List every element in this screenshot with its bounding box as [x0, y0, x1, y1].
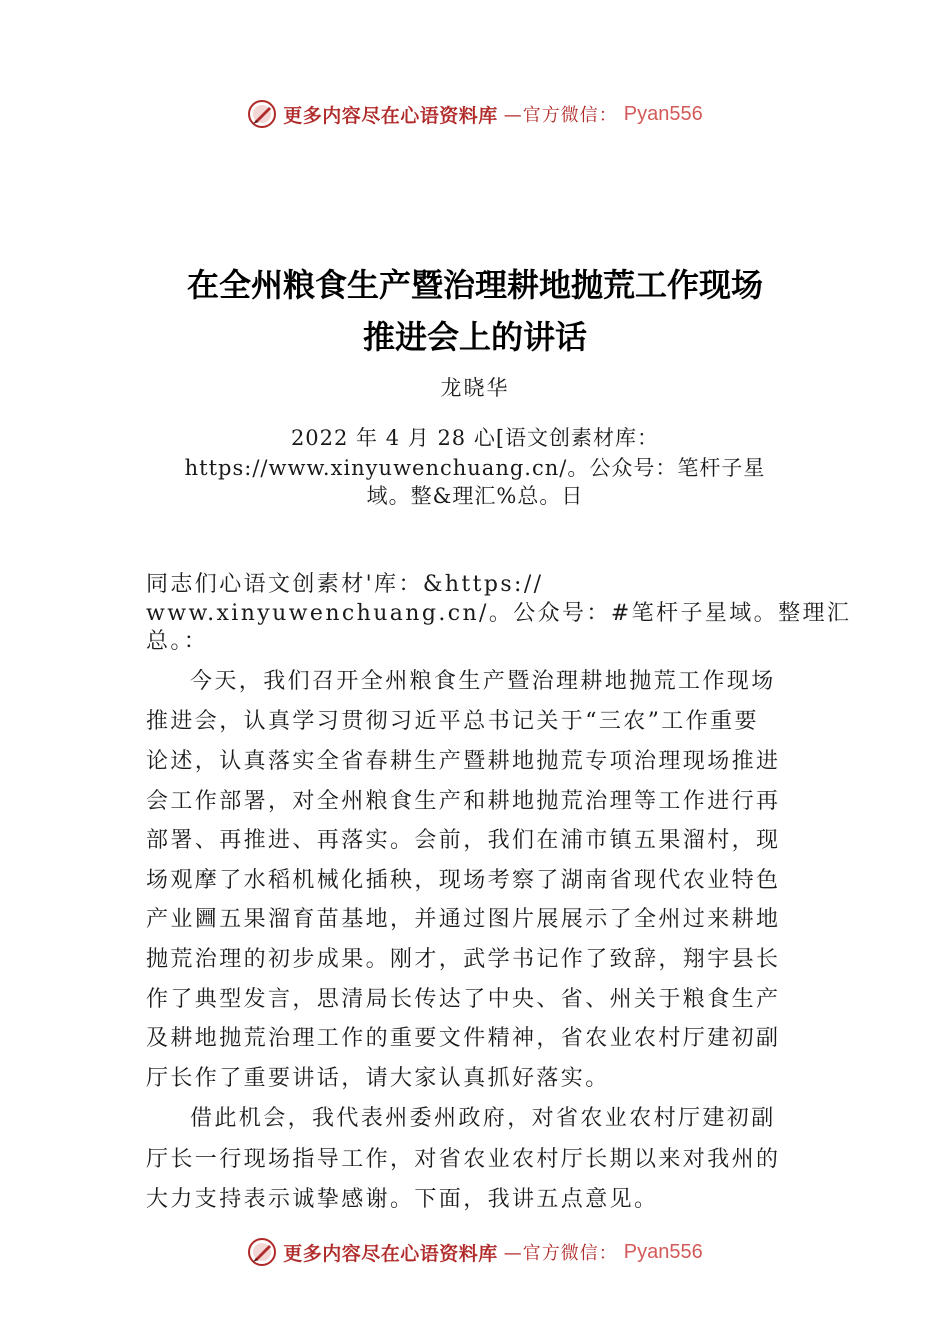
paragraph-line: 论述，认真落实全省春耕生产暨耕地抛荒专项治理现场推进 [146, 749, 781, 774]
dateline-line: https://www.xinyuwenchuang.cn/。公众号：笔杆子星 [184, 456, 766, 480]
salutation-line: www.xinyuwenchuang.cn/。公众号：#笔杆子星域。整理汇 [146, 601, 852, 626]
banner-text: 更多内容尽在心语资料库 [283, 1242, 498, 1265]
header-banner [0, 94, 950, 134]
paragraph-line: 厅长一行现场指导工作，对省农业农村厅长期以来对我州的 [146, 1147, 781, 1172]
paragraph-line: 作了典型发言，思清局长传达了中央、省、州关于粮食生产 [146, 987, 781, 1012]
paragraph-line: 抛荒治理的初步成果。刚才，武学书记作了致辞，翔宇县长 [146, 947, 781, 972]
banner-wechat-id: Pyan556 [623, 1240, 703, 1263]
document-title-line-1: 在全州粮食生产暨治理耕地抛荒工作现场 [186, 266, 763, 304]
paragraph-line: 厅长作了重要讲话，请大家认真抓好落实。 [146, 1066, 610, 1091]
document-title-line-2: 推进会上的讲话 [362, 318, 587, 356]
paragraph-line: 部署、再推进、再落实。会前，我们在浦市镇五果溜村，现 [146, 828, 781, 853]
dateline-line: 2022 年 4 月 28 心[语文创素材库： [290, 426, 660, 450]
paragraph-line: 推进会，认真学习贯彻习近平总书记关于“三农”工作重要 [146, 709, 759, 734]
banner-wechat-id: Pyan556 [623, 102, 703, 125]
paragraph-line: 大力支持表示诚挚感谢。下面，我讲五点意见。 [146, 1187, 659, 1212]
salutation-line: 同志们心语文创素材'库：&https:// [146, 572, 544, 597]
banner-text: 更多内容尽在心语资料库 [283, 104, 498, 127]
pen-seal-icon [247, 99, 277, 129]
author: 龙晓华 [440, 376, 510, 400]
paragraph-line: 今天，我们召开全州粮食生产暨治理耕地抛荒工作现场 [190, 669, 776, 694]
paragraph-line: 借此机会，我代表州委州政府，对省农业农村厅建初副 [190, 1106, 776, 1131]
paragraph-line: 产业㘤五果溜育苗基地，并通过图片展展示了全州过来耕地 [146, 907, 781, 932]
footer-banner [0, 1232, 950, 1272]
paragraph-line: 及耕地抛荒治理工作的重要文件精神，省农业农村厅建初副 [146, 1026, 781, 1051]
paragraph-line: 会工作部署，对全州粮食生产和耕地抛荒治理等工作进行再 [146, 789, 781, 814]
dateline-line: 域。整&理汇%总。日 [366, 484, 584, 508]
pen-seal-icon [247, 1237, 277, 1267]
salutation-line: 总。： [146, 629, 209, 654]
paragraph-line: 场观摩了水稻机械化插秧，现场考察了湖南省现代农业特色 [146, 868, 781, 893]
banner-label: —官方微信： [503, 105, 618, 126]
banner-label: —官方微信： [503, 1243, 618, 1264]
